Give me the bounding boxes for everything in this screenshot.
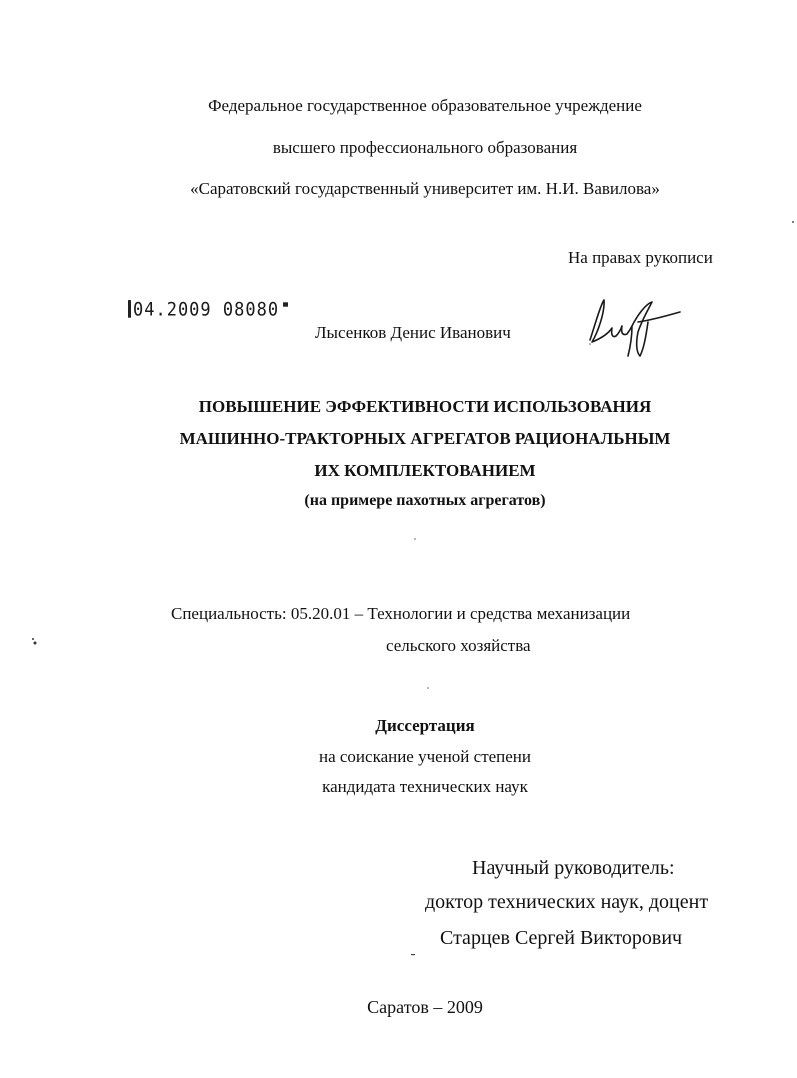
institution-line-3: «Саратовский государственный университет им. Н.И. Вавилова» [190, 179, 660, 198]
dissertation-title-line-2: МАШИННО-ТРАКТОРНЫХ АГРЕГАТОВ РАЦИОНАЛЬНЫМ [179, 429, 671, 448]
dissertation-subtitle: (на примере пахотных агрегатов) [304, 492, 546, 509]
dissertation-title-line-1: ПОВЫШЕНИЕ ЭФФЕКТИВНОСТИ ИСПОЛЬЗОВАНИЯ [198, 397, 652, 416]
supervisor-degree: доктор технических наук, доцент [425, 891, 709, 913]
institution-line-2: высшего профессионального образования [272, 138, 578, 157]
dissertation-type: Диссертация [375, 716, 475, 735]
author-name: Лысенков Денис Иванович [315, 323, 511, 342]
city-year: Саратов – 2009 [367, 997, 483, 1017]
stamp-bar-mark [128, 300, 131, 318]
dissertation-title-line-3: ИХ КОМПЛЕКТОВАНИЕМ [314, 461, 536, 480]
institution-line-1: Федеральное государственное образовательное учреждение [208, 96, 642, 115]
manuscript-note: На правах рукописи [568, 248, 713, 267]
stamp-dot-mark [283, 302, 288, 306]
degree-line-2: кандидата технических наук [322, 777, 528, 796]
supervisor-name: Старцев Сергей Викторович [440, 927, 683, 949]
library-stamp-number [128, 299, 288, 321]
specialty-line-1: Специальность: 05.20.01 – Технологии и средства механизации [171, 604, 631, 623]
stamp-number-text: 04.2009 08080 [133, 299, 280, 321]
supervisor-label: Научный руководитель: [472, 857, 675, 879]
author-signature [578, 292, 688, 362]
specialty-line-2: сельского хозяйства [386, 636, 531, 655]
degree-line-1: на соискание ученой степени [318, 747, 532, 766]
